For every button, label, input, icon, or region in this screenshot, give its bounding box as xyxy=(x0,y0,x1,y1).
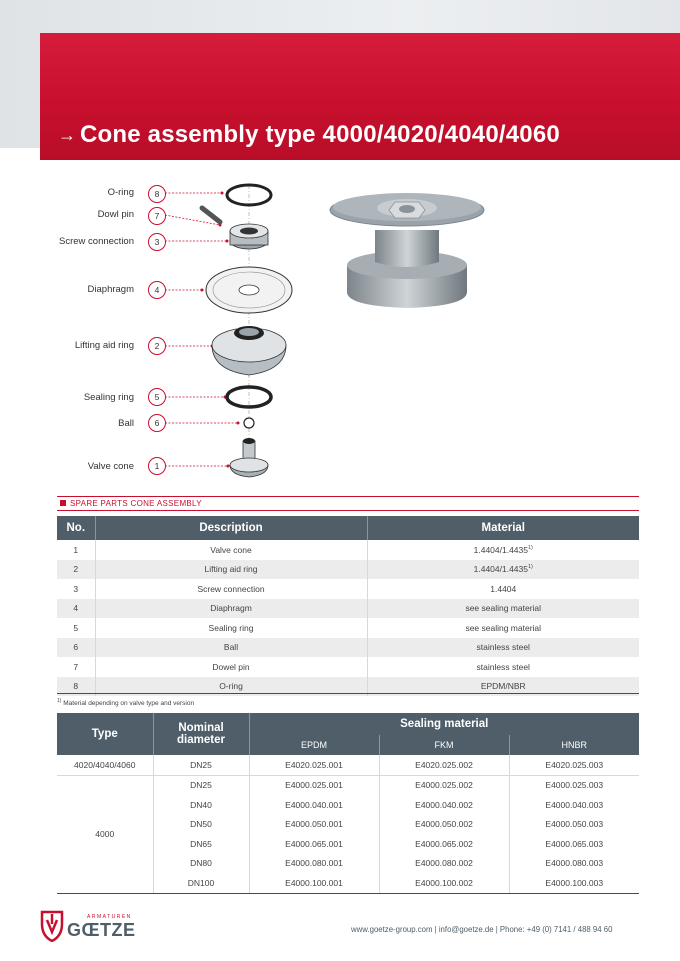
header-nominal-line2: diameter xyxy=(177,734,225,746)
arrow-icon: → xyxy=(58,125,76,145)
cell-no: 1 xyxy=(57,540,95,560)
footnote xyxy=(57,698,194,707)
spare-parts-table xyxy=(57,516,639,696)
cell-dn: DN100 xyxy=(153,873,249,893)
cell-material xyxy=(367,560,639,580)
cell-material: see sealing material xyxy=(465,622,542,633)
cell-fkm: E4000.040.002 xyxy=(379,795,509,815)
header-no: No. xyxy=(57,516,95,540)
diagram-number-7: 7 xyxy=(148,207,166,225)
cell-epdm: E4020.025.001 xyxy=(249,755,379,775)
header-sealing-material: Sealing material xyxy=(249,713,639,735)
cell-hnbr: E4020.025.003 xyxy=(509,755,639,775)
diagram-label-ball: Ball xyxy=(118,418,134,429)
table-row xyxy=(57,560,639,580)
cell-no: 6 xyxy=(57,638,95,658)
cell-dn: DN80 xyxy=(153,854,249,874)
section-label-text: SPARE PARTS CONE ASSEMBLY xyxy=(70,499,202,508)
cell-no: 8 xyxy=(57,677,95,697)
table-header-row xyxy=(57,516,639,540)
cell-description: Lifting aid ring xyxy=(95,560,367,580)
cell-no: 3 xyxy=(57,579,95,599)
cell-hnbr: E4000.065.003 xyxy=(545,838,604,849)
table-bottom-line xyxy=(57,693,639,694)
cell-epdm: E4000.100.001 xyxy=(249,873,379,893)
cell-description: Screw connection xyxy=(95,579,367,599)
table-row xyxy=(57,579,639,599)
header-epdm: EPDM xyxy=(249,735,379,755)
title-banner xyxy=(40,33,680,160)
cell-dn: DN25 xyxy=(153,755,249,775)
header-nominal-line1: Nominal xyxy=(178,722,224,734)
cell-fkm: E4000.100.002 xyxy=(379,873,509,893)
sealing-material-table xyxy=(57,713,639,894)
contact-info: www.goetze-group.com | info@goetze.de | Phone: +49 (0) 7141 / 488 94 60 xyxy=(351,925,613,934)
cell-material xyxy=(367,540,639,560)
diagram-number-6: 6 xyxy=(148,414,166,432)
cell-hnbr: E4000.040.003 xyxy=(545,799,604,810)
logo-word: GŒTZE xyxy=(67,920,136,940)
header-hnbr: HNBR xyxy=(509,735,639,755)
material-text: 1.4404/1.4435 xyxy=(473,544,528,555)
footnote-ref: 1) xyxy=(527,544,533,551)
table-row xyxy=(57,618,639,638)
diagram-number-4: 4 xyxy=(148,281,166,299)
cell-no: 5 xyxy=(57,618,95,638)
cell-no: 4 xyxy=(57,599,95,619)
diagram-number-5: 5 xyxy=(148,388,166,406)
cell-dn: DN65 xyxy=(153,834,249,854)
cell-epdm: E4000.025.001 xyxy=(249,775,379,795)
section-label xyxy=(60,499,202,508)
cell-material: stainless steel xyxy=(476,661,530,672)
cell-description: Diaphragm xyxy=(95,599,367,619)
cell-hnbr: E4000.050.003 xyxy=(545,819,604,830)
page-title: Cone assembly type 4000/4020/4040/4060 xyxy=(80,121,560,148)
cell-dn: DN50 xyxy=(153,815,249,835)
diagram-label-screw-connection: Screw connection xyxy=(59,236,134,247)
cell-type: 4020/4040/4060 xyxy=(57,755,153,775)
cell-description: Dowel pin xyxy=(95,657,367,677)
diagram-label-sealing-ring: Sealing ring xyxy=(83,392,134,403)
table-row xyxy=(57,638,639,658)
footnote-mark: 1) xyxy=(57,698,62,704)
cell-dn: DN40 xyxy=(153,795,249,815)
cell-fkm: E4000.080.002 xyxy=(379,854,509,874)
cell-description: Ball xyxy=(95,638,367,658)
cell-material: 1.4404 xyxy=(490,583,517,594)
footnote-ref: 1) xyxy=(527,564,533,571)
cell-description: Valve cone xyxy=(95,540,367,560)
logo-subtitle: ARMATUREN xyxy=(87,914,132,920)
section-divider xyxy=(57,496,639,497)
cell-type-group: 4000 xyxy=(57,775,153,893)
cell-epdm: E4000.040.001 xyxy=(249,795,379,815)
cell-hnbr: E4000.100.003 xyxy=(509,873,639,893)
table-row xyxy=(57,599,639,619)
cell-fkm: E4000.065.002 xyxy=(379,834,509,854)
table-row xyxy=(57,775,639,795)
table-row xyxy=(57,540,639,560)
cone-assembly-photo xyxy=(325,180,490,315)
header-nominal-diameter xyxy=(153,713,249,755)
goetze-logo xyxy=(40,910,135,946)
diagram-number-1: 1 xyxy=(148,457,166,475)
cell-epdm: E4000.080.001 xyxy=(249,854,379,874)
diagram-number-2: 2 xyxy=(148,337,166,355)
cell-no: 7 xyxy=(57,657,95,677)
diagram-label-valve-cone: Valve cone xyxy=(87,461,134,472)
exploded-diagram xyxy=(40,175,330,490)
cell-epdm: E4000.065.001 xyxy=(249,834,379,854)
cell-no: 2 xyxy=(57,560,95,580)
cell-hnbr: E4000.025.003 xyxy=(545,780,604,791)
cell-fkm: E4020.025.002 xyxy=(379,755,509,775)
diagram-drawing xyxy=(40,175,330,490)
cell-epdm: E4000.050.001 xyxy=(249,815,379,835)
header-type: Type xyxy=(57,713,153,755)
diagram-label-o-ring: O-ring xyxy=(107,187,134,198)
section-divider xyxy=(57,510,639,511)
cell-material: see sealing material xyxy=(367,599,639,619)
cell-dn: DN25 xyxy=(153,775,249,795)
diagram-label-diaphragm: Diaphragm xyxy=(87,284,134,295)
diagram-label-dowl-pin: Dowl pin xyxy=(97,209,134,220)
cell-hnbr: E4000.080.003 xyxy=(545,858,604,869)
diagram-label-lifting-aid-ring: Lifting aid ring xyxy=(74,340,134,351)
shield-logo-icon xyxy=(40,910,64,942)
table-row xyxy=(57,755,639,775)
square-icon xyxy=(60,500,66,506)
header-material: Material xyxy=(367,516,639,540)
cell-material: stainless steel xyxy=(367,638,639,658)
diagram-number-8: 8 xyxy=(148,185,166,203)
cell-description: Sealing ring xyxy=(95,618,367,638)
cell-fkm: E4000.050.002 xyxy=(379,815,509,835)
header-fkm: FKM xyxy=(379,735,509,755)
diagram-number-3: 3 xyxy=(148,233,166,251)
cell-description: O-ring xyxy=(95,677,367,697)
table-row xyxy=(57,657,639,677)
material-text: 1.4404/1.4435 xyxy=(473,564,528,575)
cell-fkm: E4000.025.002 xyxy=(379,775,509,795)
footnote-text: Material depending on valve type and version xyxy=(63,700,195,708)
cell-material: EPDM/NBR xyxy=(367,677,639,697)
table-header-row xyxy=(57,713,639,735)
header-description: Description xyxy=(95,516,367,540)
